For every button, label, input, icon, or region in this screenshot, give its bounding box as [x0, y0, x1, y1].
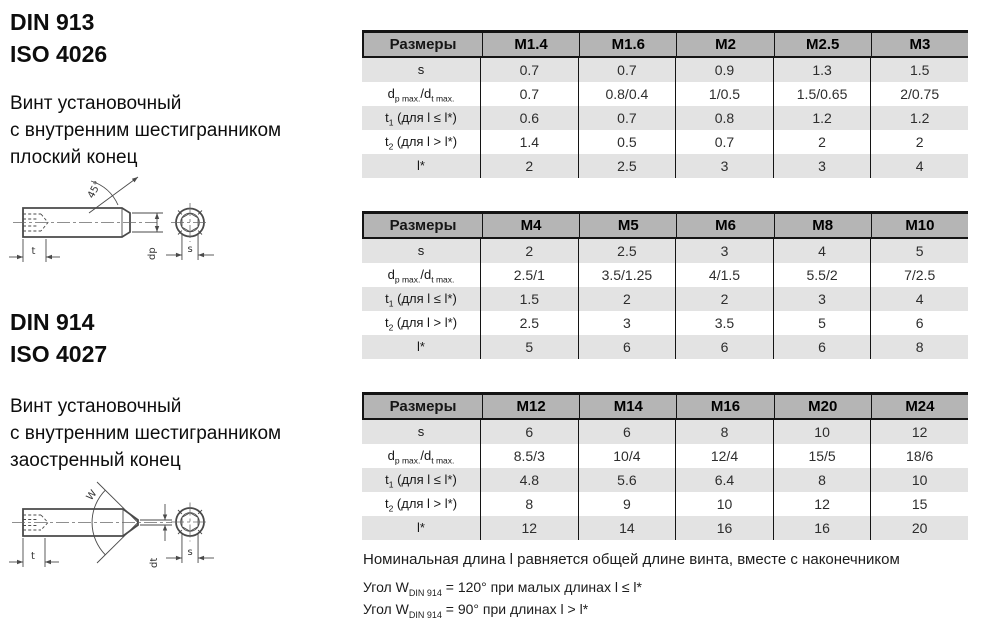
table-header-row [362, 30, 968, 58]
table-row-t2 [362, 492, 968, 516]
value-cell: 15/5 [773, 444, 871, 468]
value-cell: 2 [773, 130, 871, 154]
chamfer-angle-label: 45° [85, 179, 104, 201]
value-cell: 12 [480, 516, 578, 540]
value-cell: 12 [773, 492, 871, 516]
value-cell: 2 [578, 287, 676, 311]
value-cell: 14 [578, 516, 676, 540]
value-cell: 1.2 [870, 106, 968, 130]
din914-standard-title [10, 306, 107, 370]
value-cell: 5.5/2 [773, 263, 871, 287]
value-cell: 3 [675, 154, 773, 178]
description-line: с внутренним шестигранником [10, 423, 282, 444]
row-label-cell: l* [417, 339, 425, 354]
value-cell: 6.4 [675, 468, 773, 492]
value-cell: 16 [675, 516, 773, 540]
value-cell: 6 [480, 420, 578, 444]
value-cell: 3 [773, 154, 871, 178]
value-cell: 10 [773, 420, 871, 444]
row-label-cell: $t_1$ (для l ≤ l*) [385, 291, 457, 309]
description-line: плоский конец [10, 147, 138, 168]
row-label-cell: s [417, 243, 425, 258]
table-row-t1 [362, 106, 968, 130]
value-cell: 7/2.5 [870, 263, 968, 287]
value-cell: 5 [480, 335, 578, 359]
size-header-cell: M24 [871, 395, 968, 418]
size-header-cell: M5 [579, 214, 676, 237]
table-row-l [362, 516, 968, 540]
din914-label: DIN 914 [10, 309, 95, 335]
row-label-cell: $d_{p max.}/d_{t max.}$ [387, 267, 455, 285]
tip-diameter-label: dt [149, 557, 160, 568]
wrench-size-label: s [187, 244, 193, 255]
value-cell: 8 [773, 468, 871, 492]
sizes-header-cell: Размеры [389, 217, 457, 234]
value-cell: 0.6 [480, 106, 578, 130]
value-cell: 1.5 [870, 58, 968, 82]
size-header-cell: M8 [774, 214, 871, 237]
size-header-cell: M2 [676, 33, 773, 56]
table-row-l [362, 335, 968, 359]
din913-description [10, 90, 281, 171]
value-cell: 18/6 [870, 444, 968, 468]
value-cell: 5 [773, 311, 871, 335]
row-label-cell: $t_1$ (для l ≤ l*) [385, 110, 457, 128]
din914-drawing [0, 468, 250, 603]
size-header-cell: M6 [676, 214, 773, 237]
value-cell: 6 [578, 335, 676, 359]
row-label-cell: $t_1$ (для l ≤ l*) [385, 472, 457, 490]
value-cell: 5.6 [578, 468, 676, 492]
table-header-row [362, 392, 968, 420]
din914-description [10, 393, 281, 474]
size-header-cell: M10 [871, 214, 968, 237]
din913-standard-title [10, 6, 107, 70]
value-cell: 2 [870, 130, 968, 154]
wrench-size-label: s [187, 547, 193, 558]
value-cell: 20 [870, 516, 968, 540]
value-cell: 0.7 [578, 106, 676, 130]
value-cell: 10/4 [578, 444, 676, 468]
angle-note-120deg: Угол $W_{DIN 914} = 120^\circ$ при малых длинах l ≤ l* [363, 579, 642, 598]
din913-drawing [5, 163, 245, 281]
table-row-t1 [362, 287, 968, 311]
size-header-cell: M4 [482, 214, 579, 237]
end-view [166, 203, 214, 260]
row-label-cell: $t_2$ (для l > l*) [384, 496, 458, 514]
value-cell: 4 [773, 239, 871, 263]
value-cell: 3 [773, 287, 871, 311]
value-cell: 3.5 [675, 311, 773, 335]
row-label-cell: s [417, 424, 425, 439]
din913-label: DIN 913 [10, 9, 95, 35]
value-cell: 8.5/3 [480, 444, 578, 468]
row-label-cell: $d_{p max.}/d_{t max.}$ [387, 448, 455, 466]
row-label-cell: $d_{p max.}/d_{t max.}$ [387, 86, 455, 104]
sizes-header-cell: Размеры [389, 36, 457, 53]
value-cell: 2 [480, 154, 578, 178]
value-cell: 0.7 [578, 58, 676, 82]
value-cell: 2.5/1 [480, 263, 578, 287]
value-cell: 0.9 [675, 58, 773, 82]
side-view [9, 482, 172, 568]
value-cell: 2 [675, 287, 773, 311]
value-cell: 1.3 [773, 58, 871, 82]
description-line: Винт установочный [10, 396, 182, 417]
size-header-cell: M16 [676, 395, 773, 418]
dimensions-table-m4-m10 [362, 211, 968, 359]
value-cell: 0.7 [675, 130, 773, 154]
row-label-cell: $t_2$ (для l > l*) [384, 134, 458, 152]
value-cell: 8 [675, 420, 773, 444]
nominal-length-note: Номинальная длина l равняется общей длине винта, вместе с наконечником [363, 551, 900, 568]
iso4026-label: ISO 4026 [10, 41, 108, 67]
socket-depth-label: t [31, 551, 35, 562]
value-cell: 6 [870, 311, 968, 335]
value-cell: 0.5 [578, 130, 676, 154]
table-row-s [362, 420, 968, 444]
size-header-cell: M3 [871, 33, 968, 56]
value-cell: 8 [480, 492, 578, 516]
value-cell: 2.5 [578, 239, 676, 263]
value-cell: 6 [773, 335, 871, 359]
value-cell: 2/0.75 [870, 82, 968, 106]
value-cell: 6 [578, 420, 676, 444]
value-cell: 1.5 [480, 287, 578, 311]
value-cell: 0.8/0.4 [578, 82, 676, 106]
value-cell: 12 [870, 420, 968, 444]
side-view [9, 177, 163, 262]
value-cell: 12/4 [675, 444, 773, 468]
value-cell: 16 [773, 516, 871, 540]
value-cell: 3.5/1.25 [578, 263, 676, 287]
table-header-row [362, 211, 968, 239]
size-header-cell: M1.6 [579, 33, 676, 56]
end-view [166, 503, 214, 564]
value-cell: 4/1.5 [675, 263, 773, 287]
row-label-cell: l* [417, 158, 425, 173]
table-row-dp [362, 263, 968, 287]
value-cell: 9 [578, 492, 676, 516]
value-cell: 3 [578, 311, 676, 335]
socket-depth-label: t [31, 246, 36, 257]
value-cell: 0.8 [675, 106, 773, 130]
table-row-dp [362, 444, 968, 468]
flat-diameter-label: dp [147, 247, 158, 260]
value-cell: 3 [675, 239, 773, 263]
dimensions-table-m1_4-m3 [362, 30, 968, 178]
description-line: заостренный конец [10, 450, 181, 471]
value-cell: 1.4 [480, 130, 578, 154]
table-row-t2 [362, 130, 968, 154]
value-cell: 0.7 [480, 58, 578, 82]
table-row-l [362, 154, 968, 178]
value-cell: 4 [870, 154, 968, 178]
table-row-s [362, 239, 968, 263]
table-row-dp [362, 82, 968, 106]
table-row-t1 [362, 468, 968, 492]
value-cell: 1/0.5 [675, 82, 773, 106]
value-cell: 10 [675, 492, 773, 516]
table-row-t2 [362, 311, 968, 335]
value-cell: 10 [870, 468, 968, 492]
value-cell: 0.7 [480, 82, 578, 106]
sizes-header-cell: Размеры [389, 398, 457, 415]
value-cell: 5 [870, 239, 968, 263]
size-header-cell: M14 [579, 395, 676, 418]
value-cell: 6 [675, 335, 773, 359]
description-line: с внутренним шестигранником [10, 120, 282, 141]
size-header-cell: M1.4 [482, 33, 579, 56]
row-label-cell: $t_2$ (для l > l*) [384, 315, 458, 333]
value-cell: 1.5/0.65 [773, 82, 871, 106]
size-header-cell: M20 [774, 395, 871, 418]
value-cell: 8 [870, 335, 968, 359]
value-cell: 2 [480, 239, 578, 263]
angle-note-90deg: Угол $W_{DIN 914} = 90^\circ$ при длинах l > l* [363, 601, 589, 620]
value-cell: 4 [870, 287, 968, 311]
value-cell: 15 [870, 492, 968, 516]
value-cell: 2.5 [578, 154, 676, 178]
size-header-cell: M12 [482, 395, 579, 418]
row-label-cell: l* [417, 520, 425, 535]
size-header-cell: M2.5 [774, 33, 871, 56]
value-cell: 4.8 [480, 468, 578, 492]
dimensions-table-m12-m24 [362, 392, 968, 540]
value-cell: 1.2 [773, 106, 871, 130]
table-row-s [362, 58, 968, 82]
row-label-cell: s [417, 62, 425, 77]
cone-angle-label: W [84, 488, 100, 503]
iso4027-label: ISO 4027 [10, 341, 108, 367]
value-cell: 2.5 [480, 311, 578, 335]
description-line: Винт установочный [10, 93, 182, 114]
